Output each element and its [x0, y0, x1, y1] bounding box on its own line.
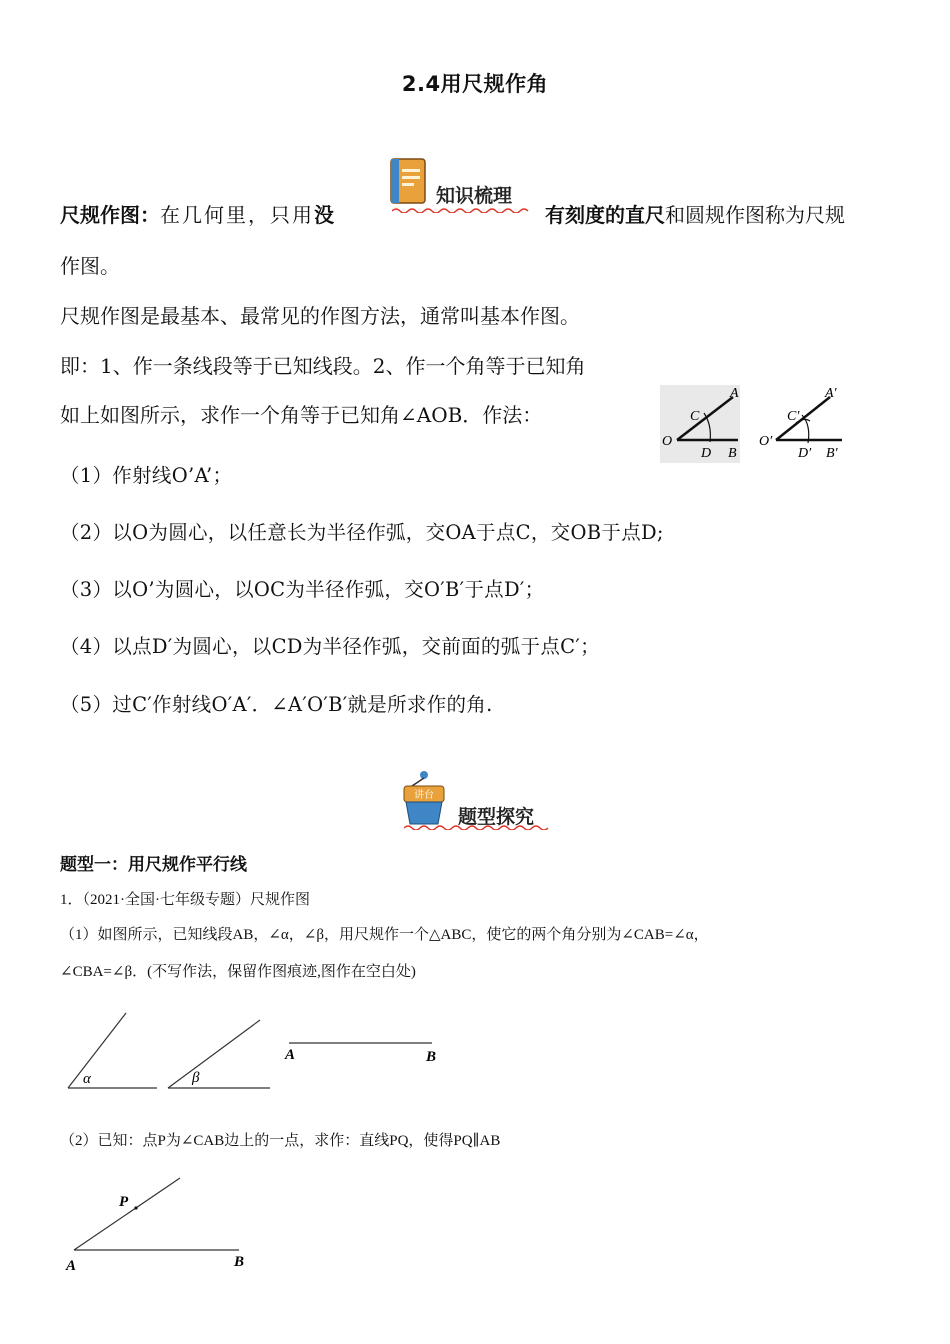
step-1: （1）作射线O’A’； — [60, 464, 233, 487]
problem-part1-line2: ∠CBA=∠β．(不写作法，保留作图痕迹,图作在空白处) — [60, 964, 416, 980]
step-4: （4）以点D′为圆心，以CD为半径作弧，交前面的弧于点C′； — [60, 635, 600, 658]
page-title: 2.4用尺规作角 — [401, 72, 549, 96]
definition-text-a: 在几何里，只用 — [160, 203, 314, 227]
label-O: O — [662, 434, 673, 449]
definition-line-1 — [60, 201, 334, 229]
label-D: D — [701, 446, 712, 461]
angle-beta — [168, 1020, 270, 1088]
definition-bold-b: 有刻度的直尺 — [545, 203, 665, 227]
step-3: （3）以O’为圆心，以OC为半径作弧，交O′B′于点D′； — [60, 578, 545, 601]
label-B: B — [728, 446, 737, 461]
beta-label: β — [192, 1070, 200, 1086]
explore-badge — [398, 770, 548, 830]
knowledge-badge-label: 知识梳理 — [436, 185, 513, 207]
label-A: A — [730, 386, 739, 401]
squiggle-underline-2 — [404, 824, 549, 830]
i-e-line: 即：1、作一条线段等于已知线段。2、作一个角等于已知角 — [60, 354, 586, 378]
angle-alpha — [68, 1013, 157, 1088]
label-B-2: B — [234, 1254, 245, 1270]
definition-term: 尺规作图： — [60, 203, 160, 227]
label-A-prime: A′ — [825, 386, 837, 401]
definition-text-b: 和圆规作图称为尺规 — [665, 203, 845, 227]
segment-label-B: B — [426, 1049, 437, 1065]
problem-part1-line1: （1）如图所示，已知线段AB，∠α，∠β，用尺规作一个△ABC，使它的两个角分别为∠CAB=∠α， — [60, 927, 709, 943]
label-C: C — [690, 409, 700, 424]
alpha-label: α — [83, 1071, 91, 1087]
explore-badge-label: 题型探究 — [458, 806, 535, 828]
definition-line-2: 作图。 — [60, 254, 120, 278]
definition-bold-a: 没 — [314, 203, 334, 227]
label-B-prime: B′ — [826, 446, 838, 461]
label-O-prime: O′ — [759, 434, 773, 449]
podium-text: 讲台 — [414, 790, 434, 801]
podium-icon — [398, 770, 450, 828]
definition-line-1b — [545, 201, 845, 229]
point-p — [134, 1206, 137, 1209]
part1-figure — [60, 1005, 460, 1095]
knowledge-badge — [388, 157, 536, 217]
copied-angle — [759, 386, 842, 461]
step-5: （5）过C′作射线O′A′．∠A′O′B′就是所求作的角. — [60, 693, 493, 716]
problem-part2-line: （2）已知：点P为∠CAB边上的一点，求作：直线PQ，使得PQ∥AB — [60, 1133, 501, 1149]
label-A-2: A — [66, 1258, 77, 1274]
section-heading: 题型一：用尺规作平行线 — [60, 855, 247, 875]
segment-label-A: A — [285, 1047, 296, 1063]
part2-figure — [60, 1170, 280, 1290]
label-D-prime: D′ — [798, 446, 812, 461]
segment-ab — [284, 1043, 436, 1065]
label-P: P — [119, 1194, 129, 1210]
book-icon — [388, 157, 428, 207]
problem-number-line: 1．（2021·全国·七年级专题）尺规作图 — [60, 892, 310, 908]
step-2: （2）以O为圆心，以任意长为半径作弧，交OA于点C，交OB于点D; — [60, 521, 664, 544]
label-C-prime: C′ — [787, 409, 800, 424]
squiggle-underline — [392, 207, 532, 213]
angle-copy-figure — [660, 385, 850, 465]
method-line: 如上如图所示，求作一个角等于已知角∠AOB．作法： — [60, 403, 543, 427]
basic-construction-line: 尺规作图是最基本、最常见的作图方法，通常叫基本作图。 — [60, 304, 580, 328]
